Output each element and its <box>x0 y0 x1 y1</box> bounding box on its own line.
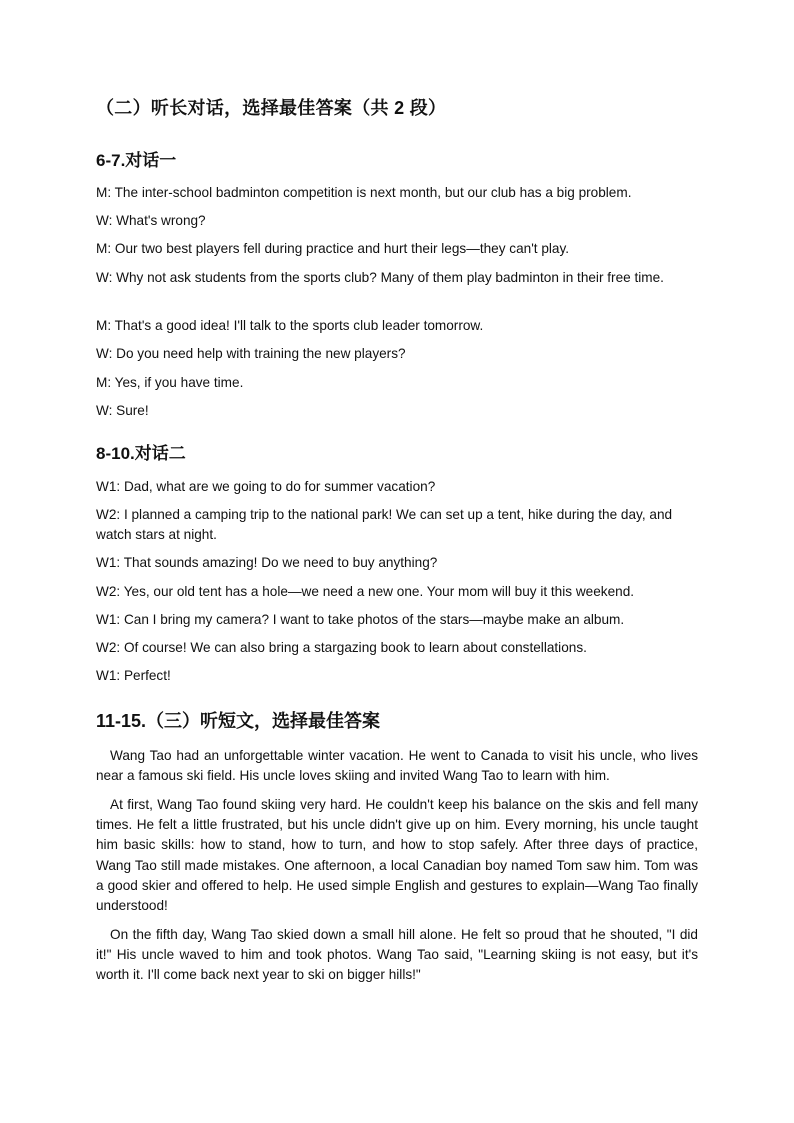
passage-paragraph: At first, Wang Tao found skiing very hard. He couldn't keep his balance on the skis and fell many times. He felt a little frustrated, but his uncle didn't give up on him. Every morning, his uncle taught him basic skills: how to stand, how to turn, and how to stop safely. After three days of practice, Wang Tao still made mistakes. One afternoon, a local Canadian boy named Tom saw him. Tom was a good skier and offered to help. He used simple English and gestures to explain—Wang Tao finally understood! <box>96 797 698 914</box>
dialogue1-heading: 6-7.对话一 <box>96 151 177 170</box>
dialogue2-line: W2: I planned a camping trip to the national park! We can set up a tent, hike during the day, and watch stars at night. <box>96 507 673 542</box>
dialogue2-line: W1: That sounds amazing! Do we need to buy anything? <box>96 555 438 570</box>
dialogue1-line: M: Yes, if you have time. <box>96 375 244 390</box>
passage-paragraph: On the fifth day, Wang Tao skied down a small hill alone. He felt so proud that he shouted, "I did it!" His uncle waved to him and took photos. Wang Tao said, "Learning skiing is not easy, but it's worth it. I'll come back next year to ski on bigger hills!" <box>96 927 698 983</box>
dialogue1-line: M: The inter-school badminton competition is next month, but our club has a big problem. <box>96 185 632 200</box>
dialogue2-line: W2: Of course! We can also bring a stargazing book to learn about constellations. <box>96 640 587 655</box>
dialogue2-heading: 8-10.对话二 <box>96 444 186 463</box>
dialogue1-line: W: What's wrong? <box>96 213 206 228</box>
dialogue2-line: W1: Can I bring my camera? I want to take photos of the stars—maybe make an album. <box>96 612 625 627</box>
section-title-part2: （二）听长对话，选择最佳答案（共 2 段） <box>96 98 447 118</box>
passage-paragraph: Wang Tao had an unforgettable winter vacation. He went to Canada to visit his uncle, who lives near a famous ski field. His uncle loves skiing and invited Wang Tao to learn with him. <box>96 748 698 784</box>
dialogue1-line: W: Sure! <box>96 403 149 418</box>
dialogue2-line: W1: Dad, what are we going to do for summer vacation? <box>96 479 436 494</box>
dialogue1-line: M: That's a good idea! I'll talk to the sports club leader tomorrow. <box>96 318 484 333</box>
dialogue1-line: M: Our two best players fell during practice and hurt their legs—they can't play. <box>96 241 570 256</box>
dialogue1-line: W: Why not ask students from the sports club? Many of them play badminton in their free time. <box>96 270 664 285</box>
section-title-part3: 11-15.（三）听短文，选择最佳答案 <box>96 711 381 731</box>
dialogue1-line: W: Do you need help with training the new players? <box>96 346 406 361</box>
dialogue2-line: W1: Perfect! <box>96 668 171 683</box>
dialogue2-line: W2: Yes, our old tent has a hole—we need a new one. Your mom will buy it this weekend. <box>96 584 635 599</box>
